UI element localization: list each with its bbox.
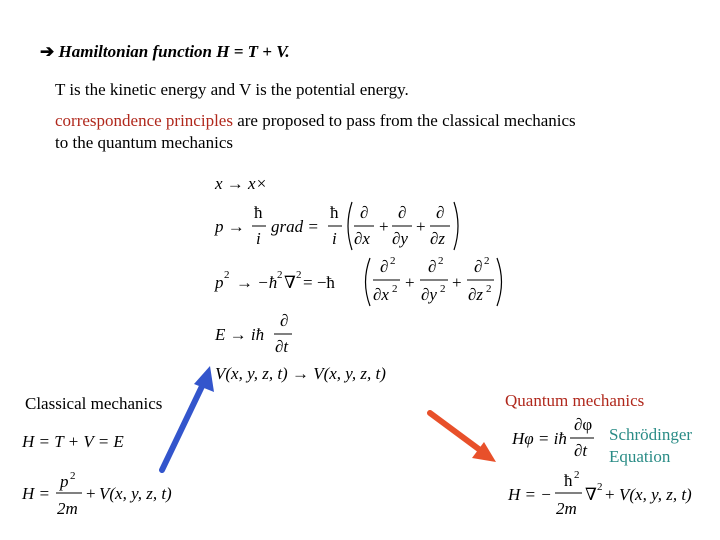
svg-text:∂: ∂	[398, 203, 407, 222]
eq-energy	[214, 311, 292, 356]
svg-text:∂t: ∂t	[574, 441, 588, 460]
correspondence-rest: are proposed to pass from the classical mechanics	[232, 111, 576, 130]
svg-text:ħ: ħ	[564, 471, 573, 490]
correspondence-line2: to the quantum mechanics	[55, 133, 233, 152]
svg-text:+: +	[416, 217, 426, 236]
svg-text:= −ħ: = −ħ	[303, 273, 335, 292]
eq-quantum-hamiltonian	[507, 469, 692, 518]
svg-text:i: i	[332, 229, 337, 248]
schrodinger-equation-label	[609, 424, 692, 468]
svg-text:grad =: grad =	[271, 217, 319, 236]
quantum-mechanics-label: Quantum mechanics	[505, 391, 645, 410]
kinetic-potential-text: T is the kinetic energy and V is the potential energy.	[55, 80, 409, 99]
svg-text:ħ: ħ	[330, 203, 339, 222]
classical-equations	[21, 432, 172, 518]
svg-text:2: 2	[438, 255, 444, 267]
svg-text:∂: ∂	[380, 257, 389, 276]
arrow-up-right-icon	[162, 366, 214, 470]
svg-text:2m: 2m	[556, 499, 577, 518]
svg-text:∂: ∂	[428, 257, 437, 276]
eq-momentum	[214, 202, 458, 250]
svg-text:2: 2	[277, 269, 283, 281]
svg-text:ħ: ħ	[254, 203, 263, 222]
title-text: Hamiltonian function H = T + V.	[58, 42, 290, 61]
svg-text:2: 2	[390, 255, 396, 267]
svg-text:2: 2	[484, 255, 490, 267]
svg-text:i: i	[256, 229, 261, 248]
eq-potential: V(x, y, z, t) → V(x, y, z, t)	[215, 364, 386, 383]
svg-text:Hφ = iħ: Hφ = iħ	[512, 429, 567, 448]
svg-text:∂t: ∂t	[275, 337, 289, 356]
svg-text:∂: ∂	[436, 203, 445, 222]
correspondence-equations	[214, 174, 502, 383]
svg-text:∂y: ∂y	[392, 229, 408, 248]
svg-text:2: 2	[574, 469, 580, 481]
svg-text:p →: p →	[215, 217, 245, 236]
svg-text:+: +	[405, 273, 415, 292]
svg-text:H =: H =	[22, 484, 50, 503]
svg-text:V(x, y, z, t): V(x, y, z, t)	[99, 484, 172, 503]
eq-position: x → x×	[215, 174, 268, 193]
svg-text:∂y: ∂y	[421, 285, 437, 304]
correspondence-term: correspondence principles	[55, 111, 233, 130]
svg-text:∂z: ∂z	[430, 229, 446, 248]
svg-text:2: 2	[597, 481, 603, 493]
eq-classical-expanded	[21, 470, 172, 518]
svg-text:2: 2	[296, 269, 302, 281]
svg-text:∇: ∇	[284, 273, 296, 292]
svg-text:∇: ∇	[585, 485, 597, 504]
svg-text:2: 2	[70, 470, 76, 482]
svg-text:p: p	[60, 472, 69, 491]
svg-text:∂: ∂	[474, 257, 483, 276]
svg-text:V(x, y, z, t): V(x, y, z, t)	[619, 485, 692, 504]
svg-text:∂φ: ∂φ	[574, 415, 593, 434]
svg-text:2: 2	[224, 269, 230, 281]
svg-text:2: 2	[486, 283, 492, 295]
schrodinger-label-line2: Equation	[609, 447, 671, 466]
svg-text:E → iħ: E → iħ	[215, 325, 265, 344]
svg-text:+: +	[379, 217, 389, 236]
svg-text:∂: ∂	[280, 311, 289, 330]
svg-text:∂x: ∂x	[354, 229, 370, 248]
svg-text:+: +	[452, 273, 462, 292]
svg-text:2m: 2m	[57, 499, 78, 518]
svg-text:→ −ħ: → −ħ	[236, 273, 278, 292]
svg-text:2: 2	[392, 283, 398, 295]
svg-text:2: 2	[440, 283, 446, 295]
svg-text:∂z: ∂z	[468, 285, 484, 304]
right-arrow-icon: ➔	[40, 42, 55, 61]
svg-text:p: p	[215, 273, 224, 292]
eq-momentum-squared	[214, 255, 502, 306]
arrow-down-right-icon	[430, 413, 496, 462]
eq-schrodinger-time	[511, 415, 594, 460]
svg-text:∂x: ∂x	[373, 285, 389, 304]
svg-text:+: +	[605, 485, 615, 504]
svg-text:∂: ∂	[360, 203, 369, 222]
classical-mechanics-label: Classical mechanics	[25, 394, 163, 413]
eq-classical-hamiltonian: H = T + V = E	[22, 432, 124, 451]
svg-text:+: +	[86, 484, 96, 503]
svg-text:H = −: H = −	[508, 485, 552, 504]
schrodinger-label-line1: Schrödinger	[609, 425, 693, 444]
